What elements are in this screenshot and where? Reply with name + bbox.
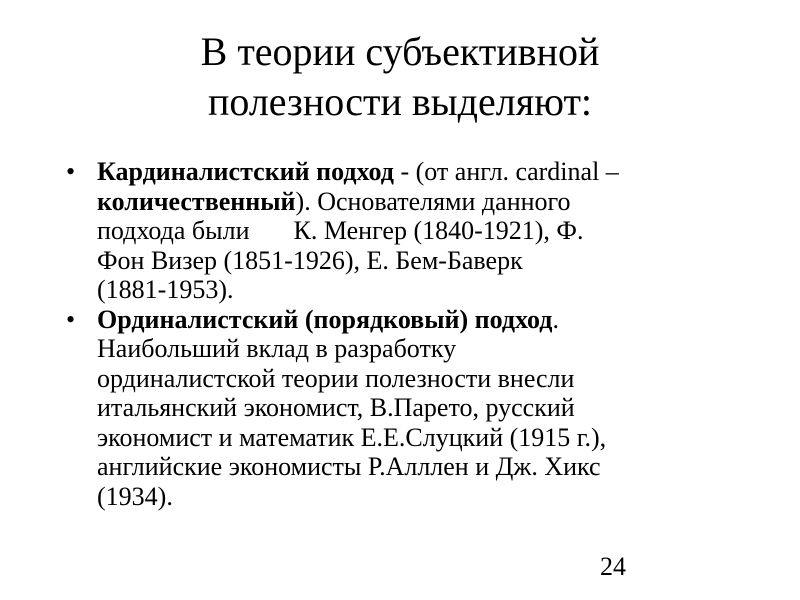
bullet-line: английские экономисты Р.Алллен и Дж. Хикс <box>97 452 601 481</box>
bullet-line: Фон Визер (1851-1926), Е. Бем-Баверк <box>97 245 523 275</box>
bullet-text: ). Основателями данного <box>295 186 571 216</box>
bullet-text: - (от англ. cardinal – <box>393 157 619 186</box>
bullet-line: итальянский экономист, В.Парето, русский <box>97 393 575 422</box>
bullet-line <box>97 157 756 187</box>
bullet-text: . <box>552 304 559 334</box>
bullet-list <box>66 157 756 511</box>
bullet-line: ординалистской теории полезности внесли <box>97 363 575 393</box>
bullet-item-ordinalist <box>66 305 756 512</box>
term-cardinalist-approach: Кардиналистский подход <box>97 157 394 186</box>
term-ordinalist-approach: Ординалистский (порядковый) подход <box>97 304 553 334</box>
bullet-line: (1881-1953). <box>97 275 234 304</box>
bullet-line <box>97 305 756 335</box>
bullet-text: подхода были <box>97 216 250 245</box>
slide-title <box>0 27 800 127</box>
title-line-1: В теории субъективной <box>200 29 600 74</box>
bullet-marker: • <box>66 157 76 186</box>
title-line-2: полезности выделяют: <box>207 79 593 124</box>
page-number: 24 <box>600 552 626 581</box>
bullet-marker: • <box>66 304 76 334</box>
bullet-text: К. Менгер (1840-1921), Ф. <box>293 216 584 245</box>
bullet-line <box>97 216 756 246</box>
bullet-item-cardinalist <box>66 157 756 305</box>
bullet-line <box>97 187 756 217</box>
bullet-line: (1934). <box>97 481 173 511</box>
bullet-line: экономист и математик Е.Е.Слуцкий (1915 г.), <box>97 422 607 452</box>
term-quantitative: количественный <box>97 186 296 216</box>
bullet-line: Наибольший вклад в разработку <box>97 334 457 363</box>
